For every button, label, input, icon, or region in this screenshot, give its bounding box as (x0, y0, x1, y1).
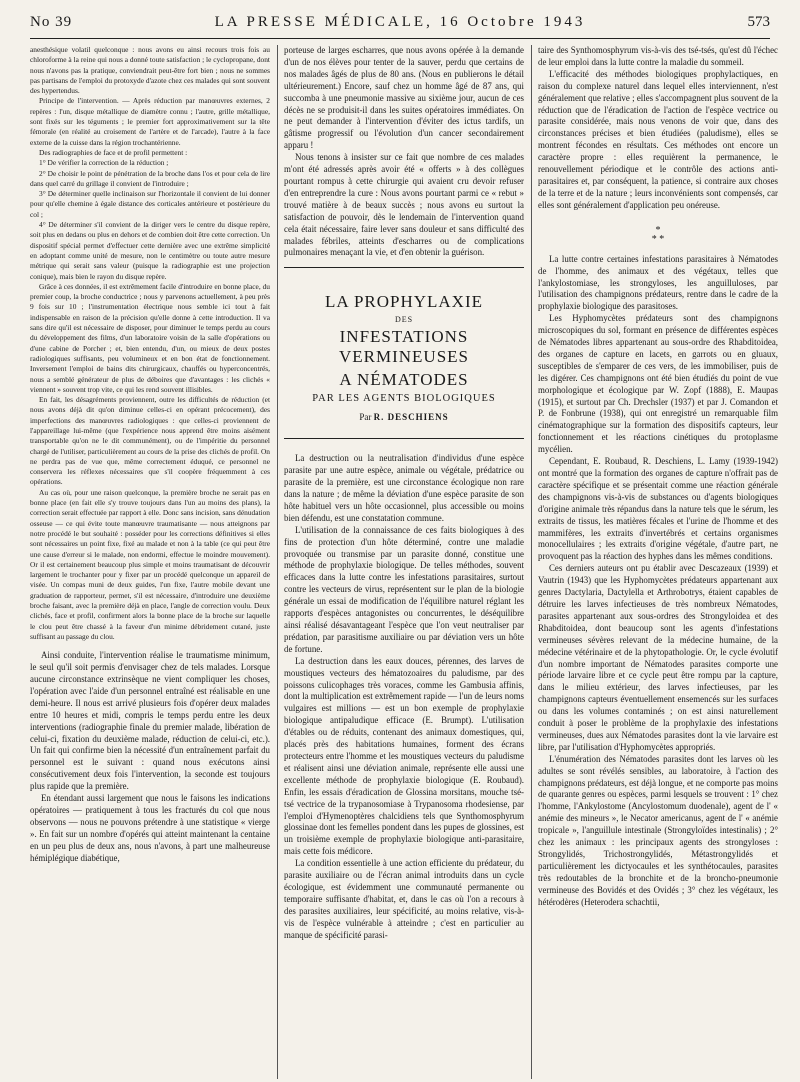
column-rule (277, 45, 278, 1079)
paragraph: La destruction ou la neutralisation d'individus d'une espèce parasite par une autre espèce, animale ou végétale, prédatrice ou parasite de la première, est une circonstance écologique non rare dans la nature ; de même la déviation d'une espèce parasite de son hôte habituel vers un hôte occasionnel, plus accessible ou moins bien défendu, est une constatation commune. (284, 453, 524, 523)
paragraph: Nous tenons à insister sur ce fait que nombre de ces malades m'ont été adressés après avoir été « offerts » à des collègues pourtant rompus à cette chirurgie qui avaient cru devoir refuser d'en entreprendre la cure : Nous avons pourtant parmi ce « rebut » trouvé matière à de beaux succès ; nous avons eu surtout la satisfaction de pouvoir, dès le lendemain de l'intervention quand cela était nécessaire, faire lever sans douleur et sans difficulté des malades fébriles, atteints d'escharres ou de complications pulmonaires menaçant la vie, et d'en obtenir la guérison. (284, 152, 524, 258)
article-title-block (284, 267, 524, 439)
paragraph: taire des Synthomosphyrum vis-à-vis des tsé-tsés, qu'est dû l'échec de leur emploi dans la lutte contre la maladie du sommeil. (538, 45, 778, 67)
journal-title: LA PRESSE MÉDICALE, 16 Octobre 1943 (214, 14, 586, 30)
page-header (30, 14, 770, 39)
paragraph: La lutte contre certaines infestations parasitaires à Nématodes de l'homme, des animaux et des végétaux, telles que l'ankylostomiase, les strongyloses, les anguilluloses, par l'utilisation des champignons prédateurs, rentre dans le cadre de la prophylaxie biologique des parasitoses. (538, 253, 778, 312)
paragraph: Grâce à ces données, il est extrêmement facile d'introduire en bonne place, du premier coup, la broche conductrice ; nous y parvenons actuellement, à peu près 9 fois sur 10 ; l'instrumentation électrique nous semble ici tout à fait indispensable en raison de la précision qu'elle donne à cette introduction. Il va sans dire qu'il est nécessaire de disposer, pour diminuer le temps perdu au cours du développement des films, d'un laboratoire voisin de la salle d'opérations ou d'une cabine de Porcher ; et, bien entendu, d'un, ou mieux de deux postes radiologiques suffisants, peu volumineux et en bon état de fonctionnement. Inversement l'emploi de bains dits chirurgicaux, chauffés ou hyperconcentrés, nous a semblé générateur de plus de déboires que d'avantages : les clichés « viennent » souvent trop vite, ce qui les rend souvent illisibles. (30, 281, 270, 394)
paragraph: porteuse de larges escharres, que nous avons opérée à la demande d'un de nos élèves pour tenter de la sauver, perdu que certains de nos malades âgés de plus de 80 ans. (Nous en publierons le détail ultérieurement.) Encore, sauf chez un homme âgé de 87 ans, qui succomba à une pneumonie massive au sixième jour, aucun de ces décès ne se produisit-il dans les suites opératoires immédiates. On ne peut demander à l'intervention d'éviter des ictus tardifs, un gâtisme progressif ou l'évolution d'un cancer secondairement apparu ! (284, 45, 524, 151)
paragraph: En étendant aussi largement que nous le faisons les indications opératoires — pratiquement à tous les fracturés du col que nous observons — nous ne pouvons prétendre à une statistique « vierge ». En fait sur un nombre d'opérés qui atteint maintenant la centaine en un peu plus de deux ans, nous n'avons, à part une malheureuse hémiplégique diabétique, (30, 793, 270, 863)
column-2 (284, 45, 524, 1079)
article-byline: Par R. DESCHIENS (359, 412, 449, 423)
column-1 (30, 45, 270, 1079)
paragraph: Ainsi conduite, l'intervention réalise le traumatisme minimum, le seul qu'il soit permis d'envisager chez de tels malades. Lorsque aucune circonstance extrinsèque ne vient compliquer les choses, l'opération avec l'aide d'un personnel entraîné est réalisable en une demi-heure. Il nous est arrivé plusieurs fois d'opérer deux malades entre 10 heures et midi, compris le temps perdu entre les deux interventions (radiographie finale du premier malade, libération de celui-ci, fixation du deuxième malade, réduction de celui-ci, etc.). Un fait qui confirme bien la nécessité d'un entraînement parfait du personnel est le suivant : quand nous exécutons ainsi consécutivement deux fois l'intervention, la seconde est toujours plus rapide que la première. (30, 650, 270, 792)
paragraph: La condition essentielle à une action efficiente du prédateur, du parasite auxiliaire ou de l'écran animal introduits dans un cycle écologique, est évidemment une communauté permanente ou temporaire suffisante d'habitat, et, dans le cas où l'on a recours à des parasites auxiliaires, leur spécificité, au moins relative, vis-à-vis de l'espèce vulnérable à atteindre ; c'est en particulier au manque de spécificité parasi- (284, 858, 524, 940)
paragraph: Ces derniers auteurs ont pu établir avec Descazeaux (1939) et Vautrin (1943) que les Hyphomycètes prédateurs appartenant aux genres Dactylaria, Dactylella et Arthrobotrys, étaient capables de détruire les larves infectieuses de très nombreux Nématodes, parasites appartenant aux sous-ordres des Strongyloidea et des Rhabditoidea, dont beaucoup sont les agents d'infestations vermineuses sévères relevant de la médecine humaine, de la médecine vétérinaire et de la phytopathologie. Or, le cycle évolutif d'un nombre important de Nématodes parasites comporte une période larvaire libre et ce cycle peut être rompu par la capture, dans le milieu extérieur, des larves infectieuses, par les champignons capteurs éventuellement ensemencés sur les surfaces ou dans les volumes contaminés ; on est ainsi naturellement conduit à poser le problème de la prophylaxie des infestations vermineuses, dues aux Nématodes parasites dont la vie larvaire est libre, par l'utilisation d'Hyphomycètes appropriés. (538, 563, 778, 752)
paragraph: anesthésique volatil quelconque : nous avons eu ainsi recours trois fois au chloroforme à la reine qui nous a donné toute satisfaction ; le cyclopropane, dont nous n'avons pas la pratique, conviendrait peut-être fort bien ; nous ne sommes pas partisans de l'emploi du protoxyde d'azote chez ces malades qui sont souvent des hypertendus. (30, 45, 270, 96)
issue-number: No 39 (30, 14, 73, 30)
article-title-line: INFESTATIONS VERMINEUSES (338, 327, 469, 367)
page-number: 573 (747, 14, 770, 30)
paragraph: Les Hyphomycètes prédateurs sont des champignons microscopiques du sol, formant en présence de différentes espèces de Nématodes libres appartenant au sous-ordre des Rhabditoidea, des organes de capture en lacets, en garrots ou en gluaux, susceptibles de s'emparer de ces vers, de les immobiliser, puis de les digérer. Ces champignons ont été bien étudiés du point de vue morphologique et écologique par W. Zopf (1888), E. Maupas (1915), et surtout par Ch. Drechsler (1937) et par J. Comandon et P. de Fonbrune (1938), qui ont enregistré un remarquable film cinématographique sur la formation des dispositifs capteurs, leur fonctionnement et les réactions cinétiques du protoplasme mycélien. (538, 313, 778, 455)
article-title-line: A NÉMATODES (339, 370, 469, 390)
list-item: 1° De vérifier la correction de la réduction ; (39, 158, 169, 168)
list-item: 3° De déterminer quelle inclinaison sur l'horizontale il convient de lui donner pour qu'elle chemine à égale distance des corticales antérieure et postérieure du col ; (30, 189, 270, 219)
columns (30, 45, 778, 1079)
paragraph: L'énumération des Nématodes parasites dont les larves où les adultes se sont révélés sensibles, au laboratoire, à l'action des champignons prédateurs, est déjà longue, et ne comporte pas moins de quarante genres ou espèces, parmi lesquels se trouvent : 1° chez l'homme, l'Ankylostome (Ancylostomum duodenale), agent de l' « anémie des mineurs », le Necator americanus, agent de l' « anémie tropicale », l'anguillule intestinale (Strongyloïdes intestinalis) ; 2° chez les animaux : les principaux agents des strongyloses : Strongylidés, Trichostrongylidés, Métastrongylidés et particulièrement les dictyocaules et les synthétocaules, parasites très redoutables de la bronchite et de la broncho-pneumonie vermineuse des Bovidés et des Ovidés ; 3° chez les végétaux, les hétérodères (Heterodera schachtii, (538, 753, 778, 907)
column-rule (531, 45, 532, 1079)
article-title-line: LA PROPHYLAXIE (324, 292, 484, 312)
list-item: 2° De choisir le point de pénétration de la broche dans l'os et pour cela de lire dans quel carré du grillage il convient de l'introduire ; (30, 168, 270, 188)
paragraph: L'efficacité des méthodes biologiques prophylactiques, en raison du complexe naturel dans lequel elles interviennent, n'est généralement que relative ; elles s'accompagnent plus souvent de la réduction que de l'éradication de l'action de l'espèce vectrice ou parasite considérée, mais nous venons de voir que, dans des circonstances précises et bien étudiées (paludisme), elles se montrent fécondes en résultats. Ces méthodes ont encore un caractère propre : elles requièrent la permanence, le renouvellement périodique et le contrôle des actions anti-parasitaires et, par conséquent, la patience, si contraire aux choses de la terre et de la nature ; leurs inconvénients sont compensés, car elles sont généralement d'application peu onéreuse. (538, 68, 778, 210)
section-separator: * * * (651, 224, 665, 245)
paragraph: Principe de l'intervention. — Après réduction par manœuvres externes, 2 repères : l'un, disque métallique de diamètre connu ; l'autre, grille métallique, sont fixés sur les téguments ; le premier fort approximativement sur la tête fémorale (en réalité au croisement de l'artère et de l'arcade), l'autre à la face externe de la cuisse dans la région trochantérienne. (30, 96, 270, 147)
article-subtitle: PAR LES AGENTS BIOLOGIQUES (312, 393, 496, 405)
paragraph: En fait, les désagréments proviennent, outre les difficultés de réduction (et nous avons déjà dit qu'on diminue celles-ci en opérant précocement), des imperfections des manœuvres radiologiques : que celles-ci proviennent de l'appareillage lui-même (que l'expérience nous apprend être moins aisément transportable qu'on ne le dit communément), ou de l'impéritie du personnel chargé de l'utiliser, particulièrement au cours de la prise des clichés de profil. On ne perdra pas de vue que, même correctement éduqué, ce personnel ne conservera les réflexes nécessaires que s'il coopère fréquemment à ces opérations. (30, 395, 270, 487)
paragraph: Au cas où, pour une raison quelconque, la première broche ne serait pas en bonne place (en fait elle s'y trouve toujours dans l'un au moins des plans), la correction serait effectuée par rapport à elle. Donc sans incision, sans dénudation osseuse — ce qui évite toute manœuvre traumatisante — nous atteignons par notre procédé le but souhaité : posséder pour les corrections définitives si elles sont nécessaires un point fixe, fixé au malade et non à la table (ce qui peut être une cause d'erreur si le malade, non endormi, effectue le moindre mouvement). Or il est certainement beaucoup plus simple et moins traumatisant de découvrir largement le trochanter pour y fixer par un procédé quelconque un appareil de visée. Un compas muni de deux guides, l'un fixe, l'autre mobile devant une graduation de rapporteur, permet, s'il est nécessaire, d'introduire une deuxième broche faisant, avec la première déjà en place, l'angle de correction voulu. Deux clichés, face et profil, confirment alors la bonne place de la broche sur laquelle le clou peut être chassé à la faveur d'un minime débridement cutané, juste suffisant au passage du clou. (30, 487, 270, 641)
paragraph: Des radiographies de face et de profil permettent : (39, 147, 188, 157)
author-name: R. DESCHIENS (373, 412, 449, 423)
paragraph: Cependant, E. Roubaud, R. Deschiens, L. Lamy (1939-1942) ont montré que la formation des organes de capture n'offrait pas de caractère spécifique et se présentait comme une réaction générale des champignons vis-à-vis de substances ou d'agents biologiques d'origine animale très répandus dans la nature tels que le sérum, les extraits de tissus, les matières fécales et l'urine de l'homme et des mammifères, les extraits d'invertébrés et certains organismes monocellulaires ; les extraits d'origine végétale, d'autre part, ne provoquent pas la réaction des hyphes dans les mêmes conditions. (538, 456, 778, 562)
list-item: 4° De déterminer s'il convient de la diriger vers le centre du disque repère, soit plus en dedans ou plus en dehors et de combien doit être cette correction. Un dispositif spécial permet d'effectuer cette dernière avec une extrême simplicité en adoptant comme unité de mesure, non le centimètre ou toute autre mesure métrique qui serait sans valeur (puisque la radiographie est une projection conique), mais bien le rayon du disque repère. (30, 220, 270, 281)
paragraph: L'utilisation de la connaissance de ces faits biologiques à des fins de protection d'un hôte déterminé, contre une maladie provoquée ou transmise par un parasite donné, constitue une méthode de prophylaxie biologique. De telles méthodes, souvent efficaces dans la lutte contre les infestations parasitaires, surtout contre les vecteurs de virus, représentent sur le plan de la biologie générale un essai de modification de l'équilibre naturel réglant les rapports d'espèces antagonistes ou concurrentes, le déséquilibre ainsi réalisé désavantageant l'espèce que l'on veut neutraliser par prédation, par parasitisme auxiliaire ou par déviation vers un hôte de fortune. (284, 524, 524, 654)
article-title-line: DES (394, 315, 414, 325)
column-3 (538, 45, 778, 1079)
paragraph: La destruction dans les eaux douces, pérennes, des larves de moustiques vecteurs des hématozoaires du paludisme, par des poissons culicophages très voraces, comme les Gambusia affinis, dont la multiplication est extrêmement rapide — l'un de leurs noms vulgaires est millions — est un bon exemple de prophylaxie biologique antipaludique efficace (E. Brumpt). L'utilisation d'étables ou de réduits, contenant des animaux domestiques, qui, placés près des habitations humaines, forment des écrans protecteurs entre l'homme et les moustiques vecteurs du paludisme et réalisent ainsi une déviation animale, représente elle aussi une excellente méthode de prophylaxie biologique (E. Roubaud). Enfin, les essais d'éradication de Glossina morsitans, mouche tsé-tsé vectrice de la trypanosomiase à Trypanosoma rhodesiense, par l'emploi d'Hymenoptères chalcidiens tels que Synthomosphyrum glossinae dont les femelles pondent dans les pupes de glossines, est un troisième exemple de prophylaxie biologique anti-parasitaire, mais cette fois médicore. (284, 655, 524, 857)
